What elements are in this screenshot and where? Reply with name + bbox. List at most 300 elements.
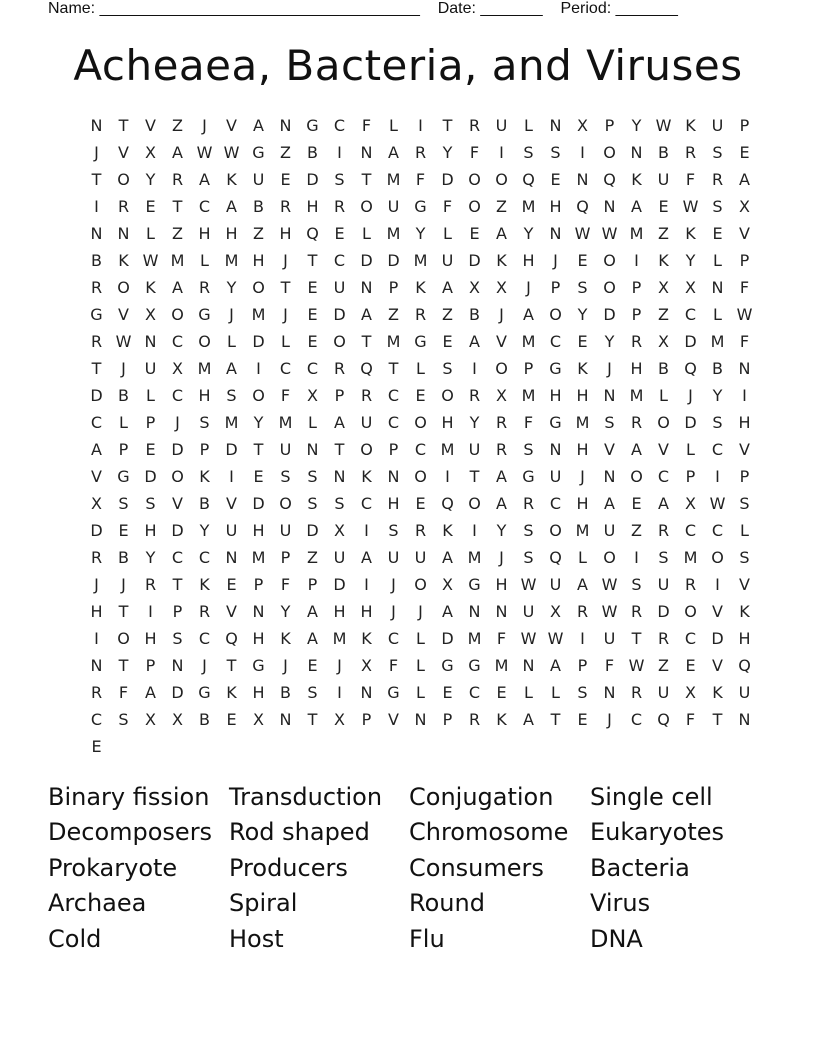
- grid-letter[interactable]: D: [333, 575, 346, 594]
- grid-letter[interactable]: K: [496, 251, 507, 270]
- grid-letter[interactable]: A: [496, 224, 507, 243]
- grid-letter[interactable]: E: [253, 467, 264, 486]
- grid-letter[interactable]: P: [739, 251, 750, 270]
- grid-letter[interactable]: L: [713, 251, 722, 270]
- grid-letter[interactable]: Z: [172, 116, 183, 135]
- grid-letter[interactable]: Y: [685, 251, 696, 270]
- grid-letter[interactable]: S: [334, 170, 345, 189]
- grid-letter[interactable]: N: [171, 656, 184, 675]
- grid-letter[interactable]: C: [630, 710, 643, 729]
- grid-letter[interactable]: I: [94, 197, 99, 216]
- grid-letter[interactable]: C: [414, 440, 427, 459]
- grid-letter[interactable]: N: [360, 278, 373, 297]
- grid-letter[interactable]: H: [738, 413, 751, 432]
- grid-letter[interactable]: K: [361, 467, 372, 486]
- grid-letter[interactable]: H: [198, 386, 211, 405]
- grid-letter[interactable]: V: [604, 440, 615, 459]
- grid-letter[interactable]: C: [549, 332, 562, 351]
- grid-letter[interactable]: L: [686, 440, 695, 459]
- grid-letter[interactable]: X: [496, 386, 507, 405]
- grid-letter[interactable]: K: [631, 170, 642, 189]
- grid-letter[interactable]: Q: [657, 710, 670, 729]
- grid-letter[interactable]: S: [577, 278, 588, 297]
- grid-letter[interactable]: U: [657, 683, 670, 702]
- grid-letter[interactable]: D: [603, 305, 616, 324]
- grid-letter[interactable]: H: [360, 602, 373, 621]
- grid-letter[interactable]: N: [576, 170, 589, 189]
- grid-letter[interactable]: L: [524, 116, 533, 135]
- grid-letter[interactable]: C: [468, 683, 481, 702]
- grid-letter[interactable]: R: [684, 575, 697, 594]
- grid-letter[interactable]: M: [332, 629, 347, 648]
- grid-letter[interactable]: X: [253, 710, 264, 729]
- grid-letter[interactable]: H: [522, 251, 535, 270]
- grid-letter[interactable]: I: [364, 521, 369, 540]
- grid-letter[interactable]: L: [200, 251, 209, 270]
- grid-letter[interactable]: R: [468, 386, 481, 405]
- grid-letter[interactable]: R: [414, 143, 427, 162]
- grid-letter[interactable]: U: [738, 683, 751, 702]
- grid-letter[interactable]: R: [630, 683, 643, 702]
- grid-letter[interactable]: N: [468, 602, 481, 621]
- grid-letter[interactable]: H: [387, 494, 400, 513]
- grid-letter[interactable]: B: [253, 197, 264, 216]
- grid-letter[interactable]: X: [172, 359, 183, 378]
- grid-letter[interactable]: B: [658, 359, 669, 378]
- grid-letter[interactable]: F: [118, 683, 129, 702]
- grid-letter[interactable]: A: [361, 305, 372, 324]
- grid-letter[interactable]: G: [198, 683, 211, 702]
- grid-letter[interactable]: O: [414, 575, 427, 594]
- grid-letter[interactable]: Z: [172, 224, 183, 243]
- grid-letter[interactable]: M: [467, 629, 482, 648]
- grid-letter[interactable]: D: [306, 521, 319, 540]
- grid-letter[interactable]: C: [198, 197, 211, 216]
- grid-letter[interactable]: I: [742, 386, 747, 405]
- grid-letter[interactable]: M: [386, 224, 401, 243]
- grid-letter[interactable]: L: [146, 224, 155, 243]
- grid-letter[interactable]: W: [223, 143, 240, 162]
- grid-letter[interactable]: B: [118, 548, 129, 567]
- grid-letter[interactable]: M: [224, 413, 239, 432]
- grid-letter[interactable]: Z: [658, 656, 669, 675]
- grid-letter[interactable]: A: [361, 548, 372, 567]
- grid-letter[interactable]: O: [360, 197, 373, 216]
- grid-letter[interactable]: E: [496, 683, 507, 702]
- grid-letter[interactable]: U: [549, 575, 562, 594]
- grid-letter[interactable]: C: [387, 413, 400, 432]
- grid-letter[interactable]: S: [712, 197, 723, 216]
- grid-letter[interactable]: S: [739, 548, 750, 567]
- grid-letter[interactable]: S: [334, 494, 345, 513]
- grid-letter[interactable]: E: [307, 278, 318, 297]
- grid-letter[interactable]: R: [198, 278, 211, 297]
- grid-letter[interactable]: N: [90, 116, 103, 135]
- grid-letter[interactable]: W: [115, 332, 132, 351]
- grid-letter[interactable]: Z: [253, 224, 264, 243]
- grid-letter[interactable]: A: [199, 170, 210, 189]
- grid-letter[interactable]: W: [601, 575, 618, 594]
- grid-letter[interactable]: G: [468, 575, 481, 594]
- grid-letter[interactable]: A: [388, 143, 399, 162]
- grid-letter[interactable]: B: [280, 683, 291, 702]
- grid-letter[interactable]: Y: [712, 386, 723, 405]
- grid-letter[interactable]: N: [387, 467, 400, 486]
- grid-letter[interactable]: A: [631, 197, 642, 216]
- grid-letter[interactable]: R: [711, 170, 724, 189]
- grid-letter[interactable]: H: [252, 251, 265, 270]
- grid-letter[interactable]: T: [712, 710, 723, 729]
- grid-letter[interactable]: J: [337, 656, 342, 675]
- grid-letter[interactable]: R: [171, 170, 184, 189]
- grid-letter[interactable]: J: [229, 305, 234, 324]
- grid-letter[interactable]: Q: [441, 494, 454, 513]
- grid-letter[interactable]: H: [144, 629, 157, 648]
- grid-letter[interactable]: T: [280, 278, 291, 297]
- grid-letter[interactable]: J: [94, 143, 99, 162]
- grid-letter[interactable]: P: [145, 413, 156, 432]
- grid-letter[interactable]: M: [521, 332, 536, 351]
- grid-letter[interactable]: T: [469, 467, 480, 486]
- grid-letter[interactable]: A: [523, 710, 534, 729]
- grid-letter[interactable]: Y: [469, 413, 480, 432]
- grid-letter[interactable]: F: [496, 629, 507, 648]
- grid-letter[interactable]: D: [306, 170, 319, 189]
- grid-letter[interactable]: D: [360, 251, 373, 270]
- grid-letter[interactable]: P: [307, 575, 318, 594]
- grid-letter[interactable]: E: [442, 683, 453, 702]
- grid-letter[interactable]: S: [199, 413, 210, 432]
- grid-letter[interactable]: Q: [225, 629, 238, 648]
- grid-letter[interactable]: J: [499, 305, 504, 324]
- grid-letter[interactable]: U: [360, 413, 373, 432]
- grid-letter[interactable]: S: [712, 413, 723, 432]
- grid-letter[interactable]: U: [387, 548, 400, 567]
- grid-letter[interactable]: N: [549, 440, 562, 459]
- grid-letter[interactable]: O: [171, 467, 184, 486]
- grid-letter[interactable]: N: [711, 278, 724, 297]
- grid-letter[interactable]: K: [442, 521, 453, 540]
- grid-letter[interactable]: X: [145, 143, 156, 162]
- grid-letter[interactable]: C: [171, 386, 184, 405]
- grid-letter[interactable]: X: [685, 278, 696, 297]
- grid-letter[interactable]: K: [739, 602, 750, 621]
- grid-letter[interactable]: R: [657, 629, 670, 648]
- grid-letter[interactable]: C: [711, 521, 724, 540]
- grid-letter[interactable]: H: [252, 629, 265, 648]
- grid-letter[interactable]: Z: [658, 305, 669, 324]
- grid-letter[interactable]: O: [441, 386, 454, 405]
- grid-letter[interactable]: H: [333, 602, 346, 621]
- grid-letter[interactable]: M: [386, 170, 401, 189]
- grid-letter[interactable]: O: [117, 629, 130, 648]
- grid-letter[interactable]: R: [684, 143, 697, 162]
- grid-letter[interactable]: T: [172, 575, 183, 594]
- grid-letter[interactable]: N: [630, 143, 643, 162]
- grid-letter[interactable]: T: [631, 629, 642, 648]
- grid-letter[interactable]: T: [253, 440, 264, 459]
- grid-letter[interactable]: L: [416, 656, 425, 675]
- grid-letter[interactable]: O: [495, 359, 508, 378]
- grid-letter[interactable]: G: [117, 467, 130, 486]
- grid-letter[interactable]: N: [333, 467, 346, 486]
- grid-letter[interactable]: O: [549, 521, 562, 540]
- grid-letter[interactable]: W: [196, 143, 213, 162]
- grid-letter[interactable]: F: [523, 413, 534, 432]
- grid-letter[interactable]: E: [685, 656, 696, 675]
- grid-letter[interactable]: J: [418, 602, 423, 621]
- grid-letter[interactable]: R: [495, 440, 508, 459]
- grid-letter[interactable]: F: [280, 386, 291, 405]
- grid-letter[interactable]: Y: [145, 548, 156, 567]
- grid-letter[interactable]: G: [198, 305, 211, 324]
- grid-letter[interactable]: S: [118, 710, 129, 729]
- grid-letter[interactable]: U: [468, 440, 481, 459]
- grid-letter[interactable]: D: [171, 440, 184, 459]
- grid-letter[interactable]: J: [283, 656, 288, 675]
- grid-letter[interactable]: B: [712, 359, 723, 378]
- grid-letter[interactable]: O: [711, 548, 724, 567]
- grid-letter[interactable]: M: [413, 251, 428, 270]
- grid-letter[interactable]: K: [712, 683, 723, 702]
- grid-letter[interactable]: E: [307, 332, 318, 351]
- grid-letter[interactable]: C: [333, 251, 346, 270]
- grid-letter[interactable]: Y: [226, 278, 237, 297]
- grid-letter[interactable]: Z: [658, 224, 669, 243]
- grid-letter[interactable]: R: [630, 602, 643, 621]
- grid-letter[interactable]: P: [739, 116, 750, 135]
- grid-letter[interactable]: I: [472, 521, 477, 540]
- grid-letter[interactable]: S: [145, 494, 156, 513]
- grid-letter[interactable]: P: [577, 656, 588, 675]
- grid-letter[interactable]: O: [603, 251, 616, 270]
- grid-letter[interactable]: R: [279, 197, 292, 216]
- grid-letter[interactable]: S: [523, 521, 534, 540]
- grid-letter[interactable]: T: [550, 710, 561, 729]
- grid-letter[interactable]: P: [442, 710, 453, 729]
- grid-letter[interactable]: O: [252, 386, 265, 405]
- grid-letter[interactable]: J: [283, 305, 288, 324]
- grid-letter[interactable]: B: [199, 710, 210, 729]
- grid-letter[interactable]: X: [739, 197, 750, 216]
- grid-letter[interactable]: S: [307, 683, 318, 702]
- grid-letter[interactable]: Y: [415, 224, 426, 243]
- grid-letter[interactable]: F: [280, 575, 291, 594]
- grid-letter[interactable]: U: [657, 575, 670, 594]
- grid-letter[interactable]: W: [547, 629, 564, 648]
- grid-letter[interactable]: P: [631, 305, 642, 324]
- grid-letter[interactable]: F: [415, 170, 426, 189]
- grid-letter[interactable]: O: [198, 332, 211, 351]
- grid-letter[interactable]: P: [280, 548, 291, 567]
- grid-letter[interactable]: H: [576, 440, 589, 459]
- grid-letter[interactable]: W: [601, 224, 618, 243]
- grid-letter[interactable]: M: [575, 413, 590, 432]
- grid-letter[interactable]: M: [629, 386, 644, 405]
- grid-letter[interactable]: D: [90, 386, 103, 405]
- grid-letter[interactable]: O: [117, 170, 130, 189]
- grid-letter[interactable]: F: [361, 116, 372, 135]
- grid-letter[interactable]: S: [739, 494, 750, 513]
- grid-letter[interactable]: V: [712, 656, 723, 675]
- grid-letter[interactable]: T: [118, 116, 129, 135]
- grid-letter[interactable]: S: [172, 629, 183, 648]
- grid-letter[interactable]: X: [658, 278, 669, 297]
- grid-letter[interactable]: U: [333, 278, 346, 297]
- grid-letter[interactable]: A: [496, 467, 507, 486]
- grid-letter[interactable]: J: [391, 602, 396, 621]
- grid-letter[interactable]: L: [119, 413, 128, 432]
- grid-letter[interactable]: U: [279, 521, 292, 540]
- grid-letter[interactable]: K: [658, 251, 669, 270]
- grid-letter[interactable]: R: [414, 521, 427, 540]
- grid-letter[interactable]: W: [601, 602, 618, 621]
- grid-letter[interactable]: J: [580, 467, 585, 486]
- grid-letter[interactable]: L: [416, 629, 425, 648]
- grid-letter[interactable]: K: [496, 710, 507, 729]
- grid-letter[interactable]: C: [198, 548, 211, 567]
- grid-letter[interactable]: I: [634, 548, 639, 567]
- grid-letter[interactable]: R: [468, 116, 481, 135]
- grid-letter[interactable]: X: [145, 305, 156, 324]
- grid-letter[interactable]: P: [523, 359, 534, 378]
- grid-letter[interactable]: K: [685, 224, 696, 243]
- grid-letter[interactable]: I: [715, 467, 720, 486]
- grid-letter[interactable]: D: [441, 170, 454, 189]
- grid-letter[interactable]: S: [307, 467, 318, 486]
- grid-letter[interactable]: M: [170, 251, 185, 270]
- grid-letter[interactable]: A: [739, 170, 750, 189]
- grid-letter[interactable]: Y: [145, 170, 156, 189]
- grid-letter[interactable]: A: [334, 413, 345, 432]
- grid-letter[interactable]: E: [226, 575, 237, 594]
- grid-letter[interactable]: U: [387, 197, 400, 216]
- grid-letter[interactable]: D: [711, 629, 724, 648]
- grid-letter[interactable]: S: [226, 386, 237, 405]
- grid-letter[interactable]: L: [578, 548, 587, 567]
- grid-letter[interactable]: X: [685, 494, 696, 513]
- grid-letter[interactable]: D: [252, 332, 265, 351]
- word-search-grid[interactable]: [83, 112, 758, 760]
- grid-letter[interactable]: D: [684, 413, 697, 432]
- grid-letter[interactable]: L: [416, 359, 425, 378]
- grid-letter[interactable]: F: [685, 170, 696, 189]
- grid-letter[interactable]: J: [175, 413, 180, 432]
- grid-letter[interactable]: V: [172, 494, 183, 513]
- grid-letter[interactable]: D: [333, 305, 346, 324]
- grid-letter[interactable]: S: [577, 683, 588, 702]
- grid-letter[interactable]: P: [361, 710, 372, 729]
- grid-letter[interactable]: K: [280, 629, 291, 648]
- grid-letter[interactable]: C: [90, 413, 103, 432]
- grid-letter[interactable]: A: [496, 494, 507, 513]
- grid-letter[interactable]: O: [468, 494, 481, 513]
- grid-letter[interactable]: C: [90, 710, 103, 729]
- grid-letter[interactable]: H: [90, 602, 103, 621]
- grid-letter[interactable]: E: [91, 737, 102, 756]
- grid-letter[interactable]: O: [414, 413, 427, 432]
- grid-letter[interactable]: C: [684, 521, 697, 540]
- grid-letter[interactable]: X: [685, 683, 696, 702]
- grid-letter[interactable]: V: [226, 602, 237, 621]
- grid-letter[interactable]: M: [467, 548, 482, 567]
- grid-letter[interactable]: D: [225, 440, 238, 459]
- grid-letter[interactable]: X: [145, 710, 156, 729]
- grid-letter[interactable]: N: [549, 116, 562, 135]
- grid-letter[interactable]: C: [549, 494, 562, 513]
- grid-letter[interactable]: P: [685, 467, 696, 486]
- grid-letter[interactable]: F: [442, 197, 453, 216]
- grid-letter[interactable]: Z: [388, 305, 399, 324]
- grid-letter[interactable]: V: [118, 305, 129, 324]
- grid-letter[interactable]: N: [738, 710, 751, 729]
- grid-letter[interactable]: O: [603, 278, 616, 297]
- grid-letter[interactable]: M: [440, 440, 455, 459]
- grid-letter[interactable]: J: [121, 575, 126, 594]
- grid-letter[interactable]: S: [550, 143, 561, 162]
- grid-letter[interactable]: J: [391, 575, 396, 594]
- grid-letter[interactable]: K: [577, 359, 588, 378]
- grid-letter[interactable]: D: [468, 251, 481, 270]
- grid-letter[interactable]: F: [388, 656, 399, 675]
- grid-letter[interactable]: D: [387, 251, 400, 270]
- grid-letter[interactable]: C: [711, 440, 724, 459]
- grid-letter[interactable]: X: [442, 575, 453, 594]
- grid-letter[interactable]: I: [94, 629, 99, 648]
- grid-letter[interactable]: R: [90, 332, 103, 351]
- grid-letter[interactable]: G: [549, 359, 562, 378]
- grid-letter[interactable]: I: [580, 629, 585, 648]
- grid-letter[interactable]: Q: [306, 224, 319, 243]
- grid-letter[interactable]: N: [603, 467, 616, 486]
- grid-letter[interactable]: O: [657, 413, 670, 432]
- grid-letter[interactable]: V: [145, 116, 156, 135]
- grid-letter[interactable]: P: [253, 575, 264, 594]
- grid-letter[interactable]: G: [90, 305, 103, 324]
- grid-letter[interactable]: B: [199, 494, 210, 513]
- grid-letter[interactable]: U: [549, 467, 562, 486]
- grid-letter[interactable]: T: [118, 602, 129, 621]
- grid-letter[interactable]: M: [251, 305, 266, 324]
- grid-letter[interactable]: H: [279, 224, 292, 243]
- grid-letter[interactable]: L: [659, 386, 668, 405]
- grid-letter[interactable]: N: [306, 440, 319, 459]
- grid-letter[interactable]: V: [118, 143, 129, 162]
- grid-letter[interactable]: Y: [199, 521, 210, 540]
- grid-letter[interactable]: K: [226, 170, 237, 189]
- grid-letter[interactable]: R: [657, 521, 670, 540]
- grid-letter[interactable]: E: [280, 170, 291, 189]
- grid-letter[interactable]: C: [684, 629, 697, 648]
- grid-letter[interactable]: C: [279, 359, 292, 378]
- grid-letter[interactable]: L: [227, 332, 236, 351]
- grid-letter[interactable]: E: [739, 143, 750, 162]
- grid-letter[interactable]: H: [576, 386, 589, 405]
- grid-letter[interactable]: K: [685, 116, 696, 135]
- grid-letter[interactable]: R: [522, 494, 535, 513]
- grid-letter[interactable]: E: [334, 224, 345, 243]
- grid-letter[interactable]: U: [333, 548, 346, 567]
- grid-letter[interactable]: E: [469, 224, 480, 243]
- grid-letter[interactable]: B: [658, 143, 669, 162]
- grid-letter[interactable]: C: [387, 629, 400, 648]
- grid-letter[interactable]: J: [499, 548, 504, 567]
- grid-letter[interactable]: C: [171, 332, 184, 351]
- grid-letter[interactable]: N: [360, 143, 373, 162]
- grid-letter[interactable]: R: [198, 602, 211, 621]
- grid-letter[interactable]: D: [144, 467, 157, 486]
- grid-letter[interactable]: O: [495, 170, 508, 189]
